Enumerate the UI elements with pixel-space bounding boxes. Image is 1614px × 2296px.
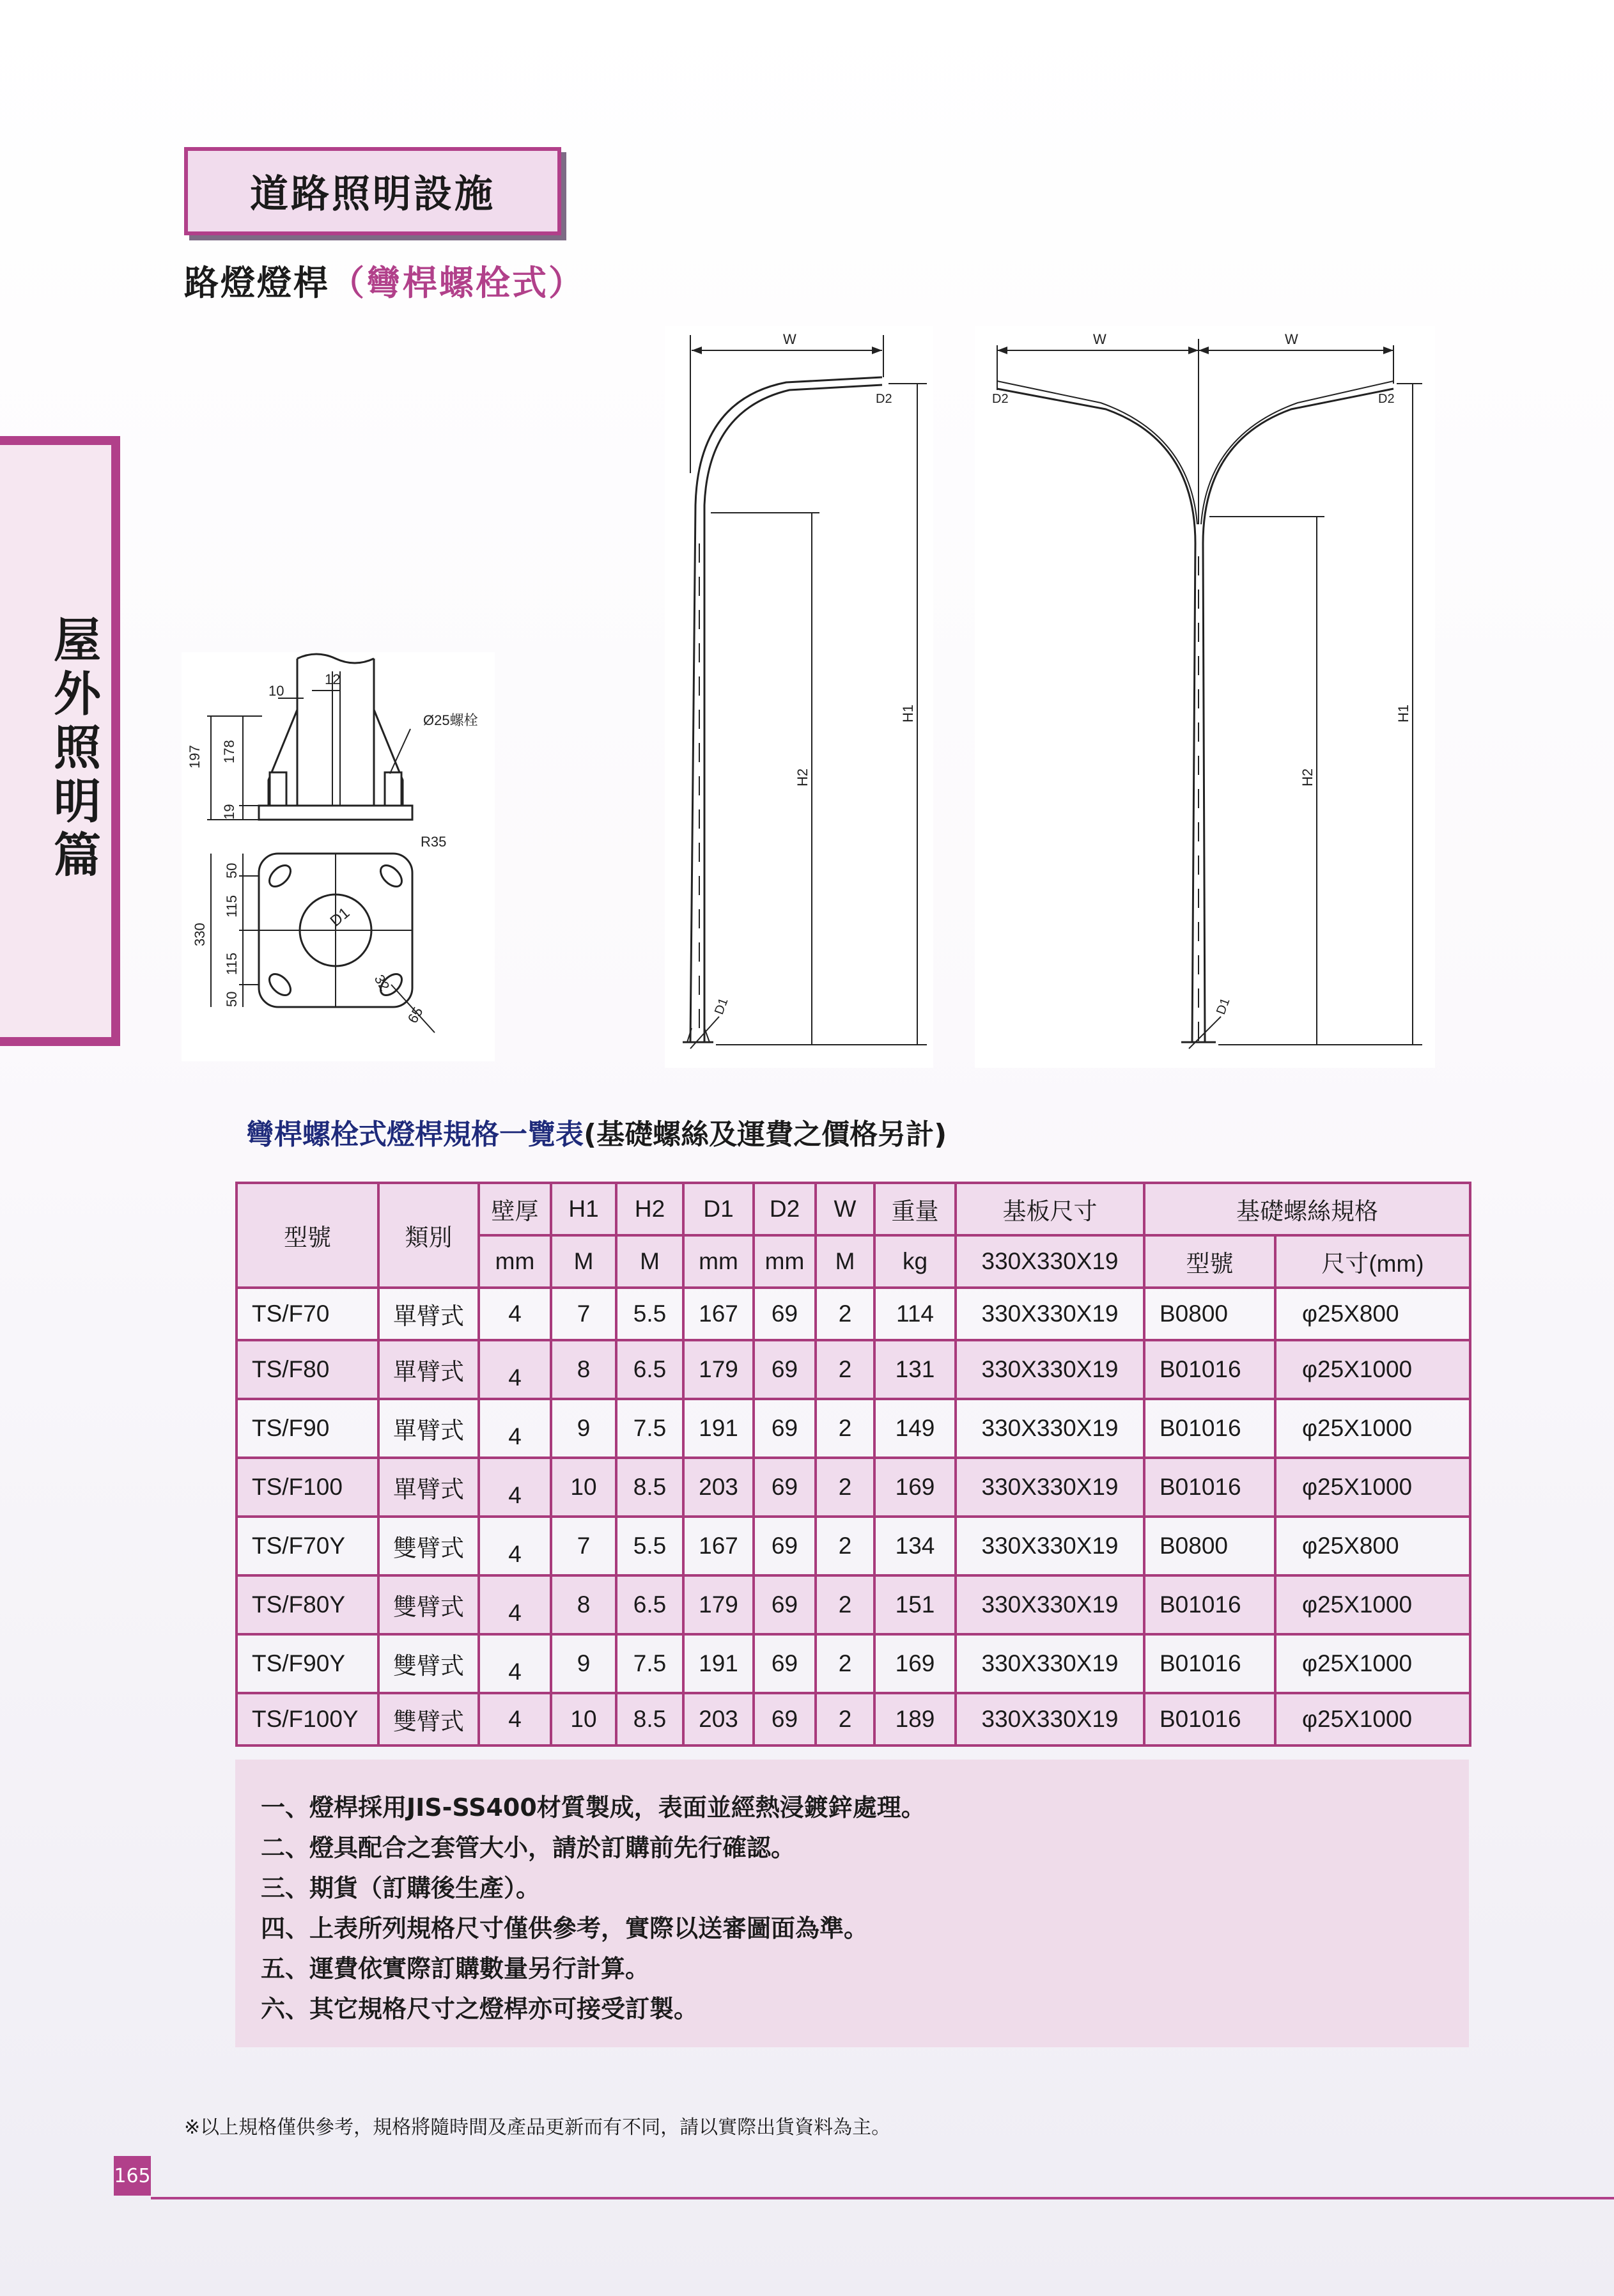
cell-d1: 167 — [683, 1288, 754, 1340]
cell-h2: 5.5 — [616, 1517, 683, 1575]
cell-type: 雙臂式 — [378, 1575, 479, 1634]
cell-thickness: 4 — [479, 1517, 551, 1575]
header-h1: H1 — [551, 1183, 616, 1235]
dim-50-bottom: 50 — [224, 991, 240, 1007]
cell-bolt-model: B01016 — [1144, 1575, 1275, 1634]
cell-weight: 189 — [874, 1693, 956, 1745]
cell-thickness: 4 — [479, 1575, 551, 1634]
cell-base: 330X330X19 — [956, 1288, 1144, 1340]
spec-table — [235, 1182, 1471, 1747]
table-row — [237, 1575, 1470, 1634]
cell-bolt-size: φ25X800 — [1275, 1288, 1470, 1340]
header-bolt: 基礎螺絲規格 — [1144, 1183, 1470, 1235]
cell-bolt-model: B01016 — [1144, 1693, 1275, 1745]
cell-weight: 149 — [874, 1399, 956, 1458]
unit-bolt-size: 尺寸(mm) — [1275, 1235, 1470, 1288]
cell-bolt-model: B01016 — [1144, 1340, 1275, 1399]
page-number: 165 — [114, 2156, 151, 2196]
cell-w: 2 — [816, 1399, 874, 1458]
dim-330: 330 — [192, 923, 208, 946]
cell-thickness: 4 — [479, 1693, 551, 1745]
cell-h1: 7 — [551, 1288, 616, 1340]
dim-65: 65 — [404, 1004, 426, 1026]
cell-model: TS/F80Y — [237, 1575, 378, 1634]
cell-w: 2 — [816, 1288, 874, 1340]
header-base: 基板尺寸 — [956, 1183, 1144, 1235]
header-model: 型號 — [237, 1183, 378, 1288]
header-w: W — [816, 1183, 874, 1235]
cell-base: 330X330X19 — [956, 1517, 1144, 1575]
dim-115-bottom: 115 — [224, 952, 240, 975]
cell-model: TS/F100 — [237, 1458, 378, 1517]
header-weight: 重量 — [874, 1183, 956, 1235]
table-row — [237, 1340, 1470, 1399]
section-badge: 道路照明設施 — [184, 147, 561, 235]
cell-bolt-size: φ25X1000 — [1275, 1458, 1470, 1517]
cell-thickness: 4 — [479, 1340, 551, 1399]
table-row — [237, 1399, 1470, 1458]
cell-weight: 114 — [874, 1288, 956, 1340]
cell-type: 單臂式 — [378, 1458, 479, 1517]
header-h2: H2 — [616, 1183, 683, 1235]
cell-base: 330X330X19 — [956, 1340, 1144, 1399]
cell-h1: 9 — [551, 1399, 616, 1458]
cell-h2: 6.5 — [616, 1340, 683, 1399]
cell-h2: 8.5 — [616, 1458, 683, 1517]
note-item: 二、燈具配合之套管大小，請於訂購前先行確認。 — [261, 1834, 796, 1862]
double-arm-pole-drawing — [975, 326, 1435, 1068]
double-d1-label: D1 — [1214, 996, 1233, 1017]
header-d2: D2 — [754, 1183, 816, 1235]
cell-bolt-model: B0800 — [1144, 1288, 1275, 1340]
cell-d1: 203 — [683, 1693, 754, 1745]
cell-bolt-size: φ25X800 — [1275, 1517, 1470, 1575]
table-row — [237, 1458, 1470, 1517]
single-h1-label: H1 — [900, 704, 916, 722]
technical-drawings — [173, 313, 1451, 1068]
cell-h1: 10 — [551, 1693, 616, 1745]
double-d2-left-label: D2 — [992, 392, 1009, 406]
cell-bolt-size: φ25X1000 — [1275, 1399, 1470, 1458]
cell-model: TS/F70 — [237, 1288, 378, 1340]
double-w-right-label: W — [1285, 331, 1298, 347]
cell-type: 雙臂式 — [378, 1634, 479, 1693]
unit-weight: kg — [874, 1235, 956, 1288]
table-title — [246, 1111, 947, 1152]
cell-d2: 69 — [754, 1634, 816, 1693]
single-h2-label: H2 — [795, 768, 811, 786]
cell-weight: 151 — [874, 1575, 956, 1634]
cell-bolt-size: φ25X1000 — [1275, 1693, 1470, 1745]
table-row — [237, 1517, 1470, 1575]
double-h1-label: H1 — [1395, 704, 1411, 722]
cell-bolt-size: φ25X1000 — [1275, 1634, 1470, 1693]
single-arm-pole-drawing — [665, 326, 933, 1068]
cell-h2: 7.5 — [616, 1634, 683, 1693]
cell-d1: 179 — [683, 1340, 754, 1399]
cell-d2: 69 — [754, 1517, 816, 1575]
cell-type: 單臂式 — [378, 1340, 479, 1399]
single-d2-label: D2 — [876, 392, 892, 406]
table-title-main: 彎桿螺栓式燈桿規格一覽表 — [246, 1118, 584, 1151]
dim-178: 178 — [221, 740, 237, 763]
note-item: 五、運費依實際訂購數量另行計算。 — [261, 1955, 650, 1983]
cell-d2: 69 — [754, 1340, 816, 1399]
subtitle-accent: （彎桿螺栓式） — [330, 263, 585, 303]
unit-h2: M — [616, 1235, 683, 1288]
footnote: ※以上規格僅供參考，規格將隨時間及產品更新而有不同，請以實際出貨資料為主。 — [184, 2116, 891, 2139]
bottom-rule — [151, 2197, 1614, 2199]
double-w-left-label: W — [1093, 331, 1106, 347]
unit-d2: mm — [754, 1235, 816, 1288]
note-item: 一、燈桿採用JIS-SS400材質製成，表面並經熱浸鍍鋅處理。 — [261, 1793, 926, 1822]
dim-197: 197 — [187, 745, 203, 769]
note-item: 四、上表所列規格尺寸僅供參考，實際以送審圖面為準。 — [261, 1914, 869, 1942]
cell-h2: 8.5 — [616, 1693, 683, 1745]
cell-h1: 7 — [551, 1517, 616, 1575]
cell-model: TS/F90Y — [237, 1634, 378, 1693]
cell-type: 單臂式 — [378, 1288, 479, 1340]
cell-bolt-model: B01016 — [1144, 1458, 1275, 1517]
cell-thickness: 4 — [479, 1458, 551, 1517]
cell-base: 330X330X19 — [956, 1458, 1144, 1517]
dim-12: 12 — [325, 671, 341, 687]
unit-w: M — [816, 1235, 874, 1288]
cell-bolt-size: φ25X1000 — [1275, 1340, 1470, 1399]
cell-h2: 7.5 — [616, 1399, 683, 1458]
cell-w: 2 — [816, 1634, 874, 1693]
cell-weight: 169 — [874, 1458, 956, 1517]
cell-d2: 69 — [754, 1458, 816, 1517]
cell-w: 2 — [816, 1575, 874, 1634]
cell-thickness: 4 — [479, 1399, 551, 1458]
dim-19: 19 — [221, 804, 237, 820]
side-tab-label: 屋外照明篇 — [54, 613, 101, 883]
single-d1-label: D1 — [712, 996, 731, 1017]
notes-box — [235, 1760, 1469, 2047]
cell-d2: 69 — [754, 1399, 816, 1458]
cell-type: 雙臂式 — [378, 1693, 479, 1745]
cell-model: TS/F100Y — [237, 1693, 378, 1745]
bolt-label: Ø25螺栓 — [423, 712, 478, 728]
cell-d2: 69 — [754, 1288, 816, 1340]
cell-h1: 8 — [551, 1340, 616, 1399]
cell-thickness: 4 — [479, 1634, 551, 1693]
cell-h1: 10 — [551, 1458, 616, 1517]
cell-type: 單臂式 — [378, 1399, 479, 1458]
cell-base: 330X330X19 — [956, 1634, 1144, 1693]
cell-model: TS/F70Y — [237, 1517, 378, 1575]
cell-h1: 8 — [551, 1575, 616, 1634]
cell-type: 雙臂式 — [378, 1517, 479, 1575]
cell-d1: 191 — [683, 1634, 754, 1693]
cell-bolt-model: B0800 — [1144, 1517, 1275, 1575]
cell-d2: 69 — [754, 1693, 816, 1745]
cell-weight: 169 — [874, 1634, 956, 1693]
double-d2-right-label: D2 — [1378, 392, 1395, 406]
cell-model: TS/F80 — [237, 1340, 378, 1399]
cell-w: 2 — [816, 1340, 874, 1399]
cell-base: 330X330X19 — [956, 1693, 1144, 1745]
table-row — [237, 1634, 1470, 1693]
table-row — [237, 1693, 1470, 1745]
dim-50-top: 50 — [224, 863, 240, 879]
single-w-label: W — [783, 331, 796, 347]
cell-w: 2 — [816, 1517, 874, 1575]
cell-bolt-model: B01016 — [1144, 1399, 1275, 1458]
page-subtitle — [184, 256, 585, 305]
header-d1: D1 — [683, 1183, 754, 1235]
cell-h2: 5.5 — [616, 1288, 683, 1340]
cell-d1: 167 — [683, 1517, 754, 1575]
table-row — [237, 1288, 1470, 1340]
cell-base: 330X330X19 — [956, 1399, 1144, 1458]
cell-w: 2 — [816, 1458, 874, 1517]
dim-d1-base: D1 — [327, 904, 353, 930]
cell-base: 330X330X19 — [956, 1575, 1144, 1634]
cell-d1: 179 — [683, 1575, 754, 1634]
base-plate-drawing — [182, 652, 495, 1061]
header-thickness: 壁厚 — [479, 1183, 551, 1235]
unit-bolt-model: 型號 — [1144, 1235, 1275, 1288]
dim-115-top: 115 — [224, 894, 240, 918]
header-row — [237, 1183, 1470, 1235]
unit-d1: mm — [683, 1235, 754, 1288]
note-item: 六、其它規格尺寸之燈桿亦可接受訂製。 — [261, 1995, 699, 2023]
cell-thickness: 4 — [479, 1288, 551, 1340]
cell-weight: 134 — [874, 1517, 956, 1575]
cell-weight: 131 — [874, 1340, 956, 1399]
cell-h1: 9 — [551, 1634, 616, 1693]
dim-10: 10 — [268, 683, 284, 699]
unit-base: 330X330X19 — [956, 1235, 1144, 1288]
double-h2-label: H2 — [1300, 768, 1315, 786]
cell-d1: 191 — [683, 1399, 754, 1458]
dim-r35: R35 — [421, 834, 447, 850]
cell-w: 2 — [816, 1693, 874, 1745]
unit-h1: M — [551, 1235, 616, 1288]
cell-h2: 6.5 — [616, 1575, 683, 1634]
cell-d1: 203 — [683, 1458, 754, 1517]
cell-model: TS/F90 — [237, 1399, 378, 1458]
cell-bolt-model: B01016 — [1144, 1634, 1275, 1693]
header-type: 類別 — [378, 1183, 479, 1288]
unit-thickness: mm — [479, 1235, 551, 1288]
subtitle-main: 路燈燈桿 — [184, 263, 330, 303]
cell-d2: 69 — [754, 1575, 816, 1634]
cell-bolt-size: φ25X1000 — [1275, 1575, 1470, 1634]
note-item: 三、期貨（訂購後生產）。 — [261, 1874, 541, 1902]
dim-32: 32 — [371, 972, 393, 994]
table-title-rest: (基礎螺絲及運費之價格另計) — [584, 1118, 947, 1151]
